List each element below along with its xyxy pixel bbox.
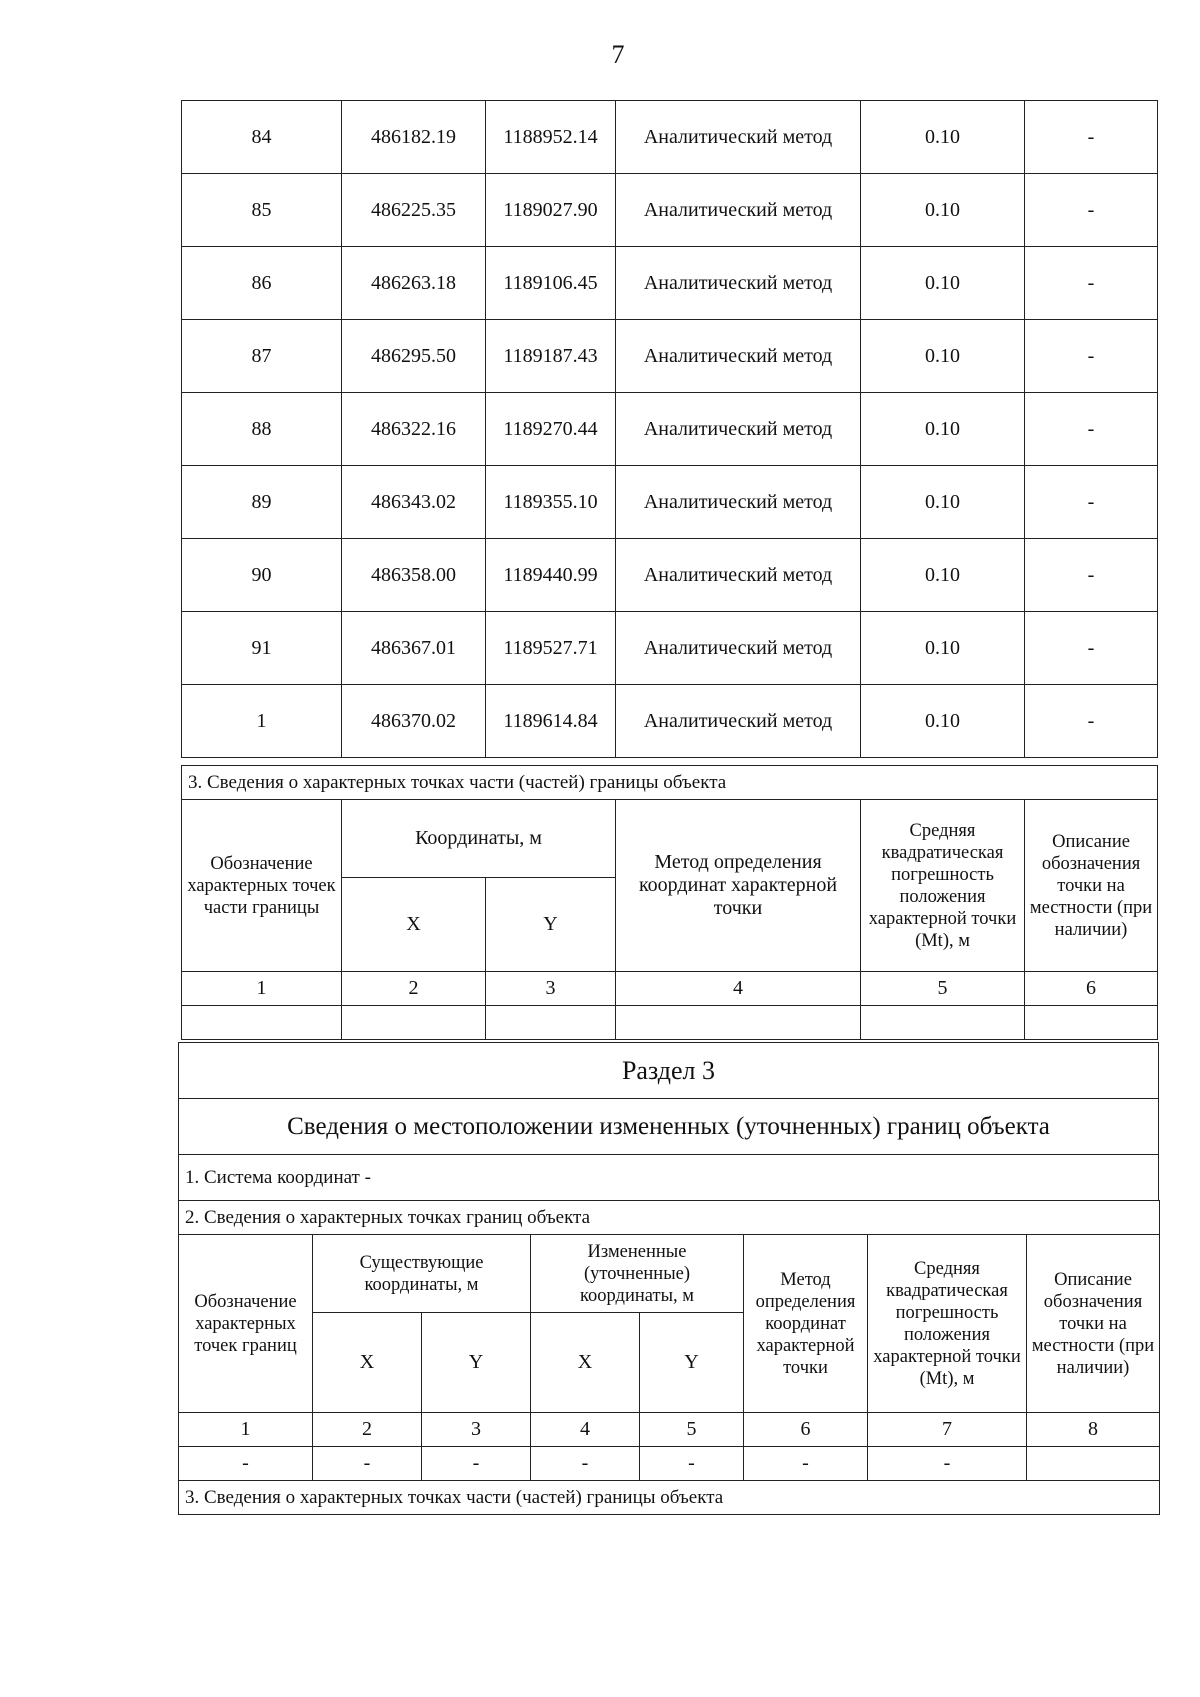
error: 0.10: [861, 466, 1025, 539]
empty-cell: [1025, 1006, 1158, 1040]
dash-cell: -: [640, 1447, 744, 1481]
table-row: [182, 174, 1158, 247]
dash-cell: -: [179, 1447, 313, 1481]
header-description: Описание обозначения точки на местности (при наличии): [1025, 800, 1158, 972]
coord-y: 1189027.90: [486, 174, 616, 247]
description: -: [1025, 612, 1158, 685]
part-points-table: [181, 765, 1158, 1040]
header-x: X: [313, 1313, 422, 1413]
error: 0.10: [861, 612, 1025, 685]
coord-y: 1188952.14: [486, 101, 616, 174]
method: Аналитический метод: [616, 174, 861, 247]
point-number: 90: [182, 539, 342, 612]
coord-y: 1189106.45: [486, 247, 616, 320]
table-row: [182, 320, 1158, 393]
coord-x: 486343.02: [342, 466, 486, 539]
header-error: Средняя квадратическая погрешность положения характерной точки (Mt), м: [861, 800, 1025, 972]
points-title: 2. Сведения о характерных точках границ объекта: [179, 1201, 1160, 1235]
coord-x: 486295.50: [342, 320, 486, 393]
page-number: 7: [611, 40, 625, 69]
coord-x: 486367.01: [342, 612, 486, 685]
method: Аналитический метод: [616, 466, 861, 539]
dash-cell: -: [422, 1447, 531, 1481]
col-number: 6: [744, 1413, 868, 1447]
table-row: [182, 685, 1158, 758]
point-number: 87: [182, 320, 342, 393]
description: -: [1025, 320, 1158, 393]
col-number: 3: [486, 972, 616, 1006]
part-points-title: 3. Сведения о характерных точках части (частей) границы объекта: [182, 766, 1158, 800]
dash-cell: -: [531, 1447, 640, 1481]
table-row: [182, 539, 1158, 612]
section-subtitle: Сведения о местоположении измененных (уточненных) границ объекта: [179, 1099, 1159, 1155]
point-number: 89: [182, 466, 342, 539]
dash-cell: [1027, 1447, 1160, 1481]
col-number: 4: [616, 972, 861, 1006]
table-row: [182, 101, 1158, 174]
method: Аналитический метод: [616, 247, 861, 320]
point-number: 86: [182, 247, 342, 320]
empty-cell: [182, 1006, 342, 1040]
section3-points-table: [178, 1200, 1160, 1515]
method: Аналитический метод: [616, 393, 861, 466]
col-number: 2: [342, 972, 486, 1006]
col-number: 7: [868, 1413, 1027, 1447]
empty-cell: [616, 1006, 861, 1040]
error: 0.10: [861, 320, 1025, 393]
method: Аналитический метод: [616, 685, 861, 758]
empty-cell: [342, 1006, 486, 1040]
method: Аналитический метод: [616, 320, 861, 393]
coord-x: 486225.35: [342, 174, 486, 247]
header-x: X: [531, 1313, 640, 1413]
header-description: Описание обозначения точки на местности (при наличии): [1027, 1235, 1160, 1413]
table-row: [182, 393, 1158, 466]
error: 0.10: [861, 539, 1025, 612]
col-number: 1: [179, 1413, 313, 1447]
header-method: Метод определения координат характерной точки: [744, 1235, 868, 1413]
empty-cell: [861, 1006, 1025, 1040]
method: Аналитический метод: [616, 612, 861, 685]
header-method: Метод определения координат характерной точки: [616, 800, 861, 972]
table-row: [182, 612, 1158, 685]
point-number: 88: [182, 393, 342, 466]
coord-x: 486182.19: [342, 101, 486, 174]
col-number: 6: [1025, 972, 1158, 1006]
header-designation: Обозначение характерных точек границ: [179, 1235, 313, 1413]
table-row: [182, 466, 1158, 539]
coord-y: 1189187.43: [486, 320, 616, 393]
method: Аналитический метод: [616, 101, 861, 174]
method: Аналитический метод: [616, 539, 861, 612]
col-number: 8: [1027, 1413, 1160, 1447]
coord-x: 486263.18: [342, 247, 486, 320]
description: -: [1025, 393, 1158, 466]
point-number: 84: [182, 101, 342, 174]
col-number: 4: [531, 1413, 640, 1447]
empty-cell: [486, 1006, 616, 1040]
section3-header-table: [178, 1042, 1159, 1201]
header-designation: Обозначение характерных точек части границы: [182, 800, 342, 972]
table-row: [182, 247, 1158, 320]
col-number: 1: [182, 972, 342, 1006]
coordinate-system: 1. Система координат -: [179, 1155, 1159, 1201]
col-number: 5: [640, 1413, 744, 1447]
dash-cell: -: [744, 1447, 868, 1481]
point-number: 1: [182, 685, 342, 758]
error: 0.10: [861, 685, 1025, 758]
header-x: X: [342, 878, 486, 972]
col-number: 3: [422, 1413, 531, 1447]
coord-x: 486370.02: [342, 685, 486, 758]
error: 0.10: [861, 101, 1025, 174]
point-number: 91: [182, 612, 342, 685]
header-y: Y: [486, 878, 616, 972]
description: -: [1025, 101, 1158, 174]
coordinates-table: [181, 100, 1158, 758]
header-coordinates: Координаты, м: [342, 800, 616, 878]
header-y: Y: [640, 1313, 744, 1413]
dash-cell: -: [868, 1447, 1027, 1481]
error: 0.10: [861, 393, 1025, 466]
col-number: 2: [313, 1413, 422, 1447]
description: -: [1025, 466, 1158, 539]
part-points-title: 3. Сведения о характерных точках части (частей) границы объекта: [179, 1481, 1160, 1515]
coord-y: 1189355.10: [486, 466, 616, 539]
dash-cell: -: [313, 1447, 422, 1481]
header-y: Y: [422, 1313, 531, 1413]
error: 0.10: [861, 247, 1025, 320]
section-title: Раздел 3: [179, 1043, 1159, 1099]
coord-y: 1189614.84: [486, 685, 616, 758]
description: -: [1025, 539, 1158, 612]
description: -: [1025, 685, 1158, 758]
header-changed-coords: Измененные (уточненные) координаты, м: [531, 1235, 744, 1313]
coord-y: 1189440.99: [486, 539, 616, 612]
coord-x: 486322.16: [342, 393, 486, 466]
col-number: 5: [861, 972, 1025, 1006]
coord-y: 1189527.71: [486, 612, 616, 685]
error: 0.10: [861, 174, 1025, 247]
header-existing-coords: Существующие координаты, м: [313, 1235, 531, 1313]
description: -: [1025, 174, 1158, 247]
coord-x: 486358.00: [342, 539, 486, 612]
header-error: Средняя квадратическая погрешность положения характерной точки (Mt), м: [868, 1235, 1027, 1413]
coord-y: 1189270.44: [486, 393, 616, 466]
description: -: [1025, 247, 1158, 320]
point-number: 85: [182, 174, 342, 247]
